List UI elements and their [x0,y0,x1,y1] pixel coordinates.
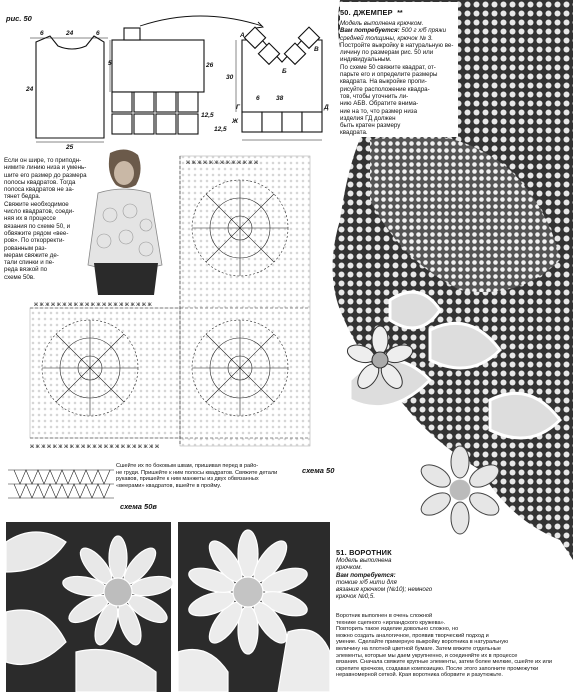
dim-shape2-letter: Ж [232,118,239,125]
letter-g: Г [236,104,240,111]
article-51: 51. ВОРОТНИК Модель выполнена крючком. Вам потребуется: тонкие х/б нити для вязания крючком (№10); немного крючок №0,5. [336,548,536,601]
article-50-need: Вам потребуется: 500 г х/б пряжи средней толщины, крючок № 3. [340,27,447,42]
article-51-body: Воротник выполнен в очень сложной технике сцепного «ирландского кружева». Повторить такое изделие довольно сложно, но можно создать аналогичное, проявив творческий подход и умение. Сделайте примерную выкройку воротника в натуральную величину на плотной цветной бумаге. Затем вяжите отдельные элементы, которые мы даем укрупненно, и соединяйте их в процессе вязания. Сначала свяжите крупные элементы, затем более мелкие, сшейте их или скрепите крючком, создавая композицию. После этого заполните промежутки неравномерной сеткой. Края воротника оборвите и разутюжьте. [336,613,553,679]
article-50 [340,2,458,137]
lace-closeup-1 [6,522,171,692]
caption-schema-50v: схема 50в [120,502,157,511]
left-instructions: Если он шире, то приподн- нимите линию низа и умень- шите его размер до размера полосы квадратов. Тогда полоса квадратов не за- тянет бедра. Свяжите необходимое число квадратов, соеди- няя их в процессе вязания по схеме 50, и обвяжите рядом «вее- ров». По откорректи- рованным раз- мерам свяжите де- тали спинки и пе- реда вязкой по схеме 50в. [4,157,87,281]
dim-top-mid: 24 [66,30,74,37]
dim-shape1-r2: 24 [26,86,34,93]
svg-text:ж ж ж ж ж ж ж ж ж ж ж ж ж: ж ж ж ж ж ж ж ж ж ж ж ж ж [186,160,259,166]
dim-shape3-bottom: 38 [276,95,284,102]
lace-closeup-2 [178,522,330,692]
dim-shape2-r2: 12,5 [201,112,214,119]
dim-shape3-r1: 30 [226,74,234,81]
letter-v: В [314,46,319,53]
dim-top-left: 6 [40,30,44,37]
letter-b: Б [282,68,287,75]
shape-block [112,28,204,134]
svg-text:ж ж ж ж ж ж ж ж ж ж ж ж ж ж ж: ж ж ж ж ж ж ж ж ж ж ж ж ж ж ж ж ж ж ж ж ж [34,302,152,308]
article-51-heading: 51. ВОРОТНИК [336,548,392,557]
article-50-model: Модель выполнена крючком. [340,20,424,27]
caption-schema-50: схема 50 [302,466,335,475]
letter-d: Д [324,104,329,111]
connector-arrow [140,16,262,26]
dim-shape1-r1: 5 [108,60,112,67]
star-icon: ** [397,10,403,17]
pattern-diagram [0,0,345,150]
article-50-body: Постройте выкройку в натуральную ве- личину по размерам рис. 50 или индивидуальным. По схеме 50 свяжите квадрат, от- парьте его и определите размеры квадрата. На выкройке пропи- рисуйте расположение квадра- тов, чтобы уточнить ли- нию АБВ. Обратите внима- ние на то, что размер низа изделия ГД должен быть кратен размеру квадрата. [340,41,454,137]
dim-shape2-r1: 26 [206,62,214,69]
dim-top-right: 6 [96,30,100,37]
figure-label: рис. 50 [6,14,32,23]
letter-a: А [240,32,245,39]
crochet-chart-50v [6,462,116,512]
crochet-chart [0,148,322,468]
dim-shape1-bottom: 25 [66,144,74,151]
article-50-heading: 50. ДЖЕМПЕР ** [340,8,403,17]
dim-shape3-r2: 12,5 [214,126,227,133]
shape-front [30,36,108,142]
middle-instructions: Сшейте их по боковым швам, пришивая перед в райо- не груди. Пришейте к ним полосы квадратов. Свяжите детали рукавов, пришейте к ним манжеты из двух обвязанных «веерами» квадратов, вшейте в пройму. [116,463,278,489]
dim-shape3-small: 6 [256,95,260,102]
svg-text:ж ж ж ж ж ж ж ж ж ж ж ж ж ж ж: ж ж ж ж ж ж ж ж ж ж ж ж ж ж ж ж ж ж ж ж ж ж ж [30,444,159,450]
